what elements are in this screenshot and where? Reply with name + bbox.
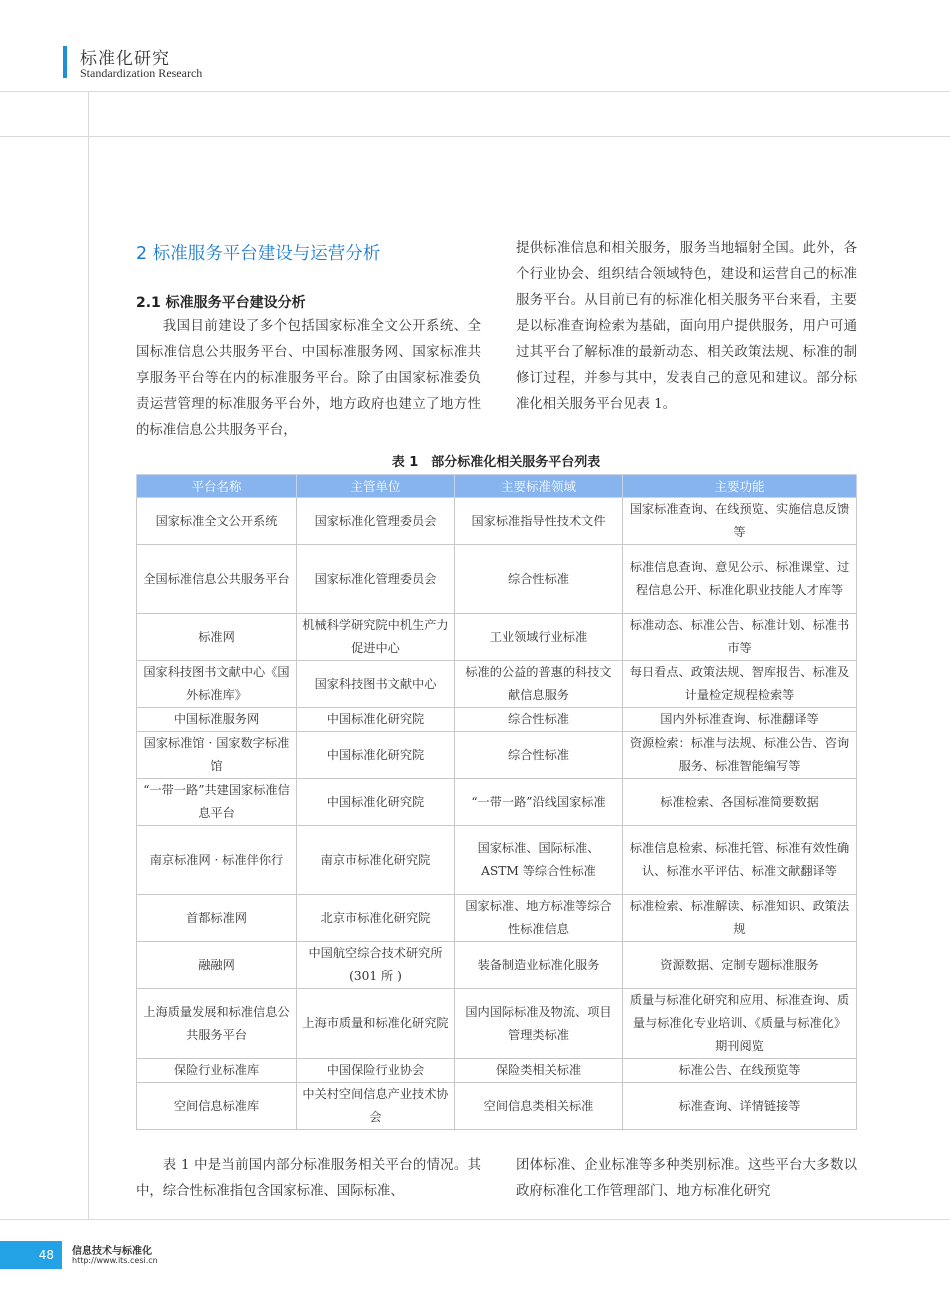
table-cell: 中国标准化研究院 [297,708,455,732]
table-row [137,498,857,545]
journal-name: 信息技术与标准化 [72,1246,152,1257]
table-cell: 机械科学研究院中机生产力促进中心 [297,614,455,661]
column-header: 主管单位 [297,475,455,498]
table-row [137,614,857,661]
table-cell: 融融网 [137,942,297,989]
table-cell: 上海市质量和标准化研究院 [297,989,455,1059]
table-cell: 标准信息查询、意见公示、标准课堂、过程信息公开、标准化职业技能人才库等 [623,545,857,614]
right-column-text [516,236,857,418]
table-cell: 南京标准网 · 标准伴你行 [137,826,297,895]
table-cell: 中国航空综合技术研究所 (301 所 ) [297,942,455,989]
table-cell: 保险类相关标准 [455,1059,623,1083]
table-cell: 标准检索、各国标准简要数据 [623,779,857,826]
table-row [137,661,857,708]
paragraph: 表 1 中是当前国内部分标准服务相关平台的情况。其中，综合性标准指包含国家标准、国际标准、 [136,1158,481,1199]
table-cell: 保险行业标准库 [137,1059,297,1083]
platform-table [136,474,857,1130]
page-number: 48 [38,1248,54,1262]
page-number-tab [0,1241,62,1269]
table-cell: 标准动态、标准公告、标准计划、标准书市等 [623,614,857,661]
table-body [137,498,857,1130]
footer-rule [0,1219,950,1220]
table-header-row [137,475,857,498]
table-row [137,545,857,614]
table-cell: 中关村空间信息产业技术协会 [297,1083,455,1130]
table-cell: 中国标准服务网 [137,708,297,732]
table-row [137,942,857,989]
table-row [137,1059,857,1083]
table-row [137,732,857,779]
table-cell: 综合性标准 [455,545,623,614]
table-cell: 国家标准查询、在线预览、实施信息反馈等 [623,498,857,545]
table-cell: 国家标准馆 · 国家数字标准馆 [137,732,297,779]
table-cell: 工业领域行业标准 [455,614,623,661]
table-row [137,708,857,732]
table-cell: 资源数据、定制专题标准服务 [623,942,857,989]
table-cell: 国家标准指导性技术文件 [455,498,623,545]
table-cell: 标准网 [137,614,297,661]
paragraph: 团体标准、企业标准等多种类别标准。这些平台大多数以政府标准化工作管理部门、地方标准化研究 [516,1158,857,1199]
table-cell: 装备制造业标准化服务 [455,942,623,989]
table-row [137,989,857,1059]
table-cell: 全国标准信息公共服务平台 [137,545,297,614]
table-cell: 北京市标准化研究院 [297,895,455,942]
header-accent-bar [63,46,67,78]
table-cell: 国家标准化管理委员会 [297,498,455,545]
header-rule-2 [0,136,950,137]
table-cell: 国内国际标准及物流、项目管理类标准 [455,989,623,1059]
journal-section-title: 标准化研究 [80,49,170,69]
section-heading: 2 标准服务平台建设与运营分析 [136,244,381,264]
table-cell: “一带一路”共建国家标准信息平台 [137,779,297,826]
bottom-left-text [136,1153,481,1205]
table-cell: 中国标准化研究院 [297,732,455,779]
journal-url: http://www.its.cesi.cn [72,1256,158,1265]
table-cell: 每日看点、政策法规、智库报告、标准及计量检定规程检索等 [623,661,857,708]
table-row [137,779,857,826]
table-cell: 中国保险行业协会 [297,1059,455,1083]
margin-rule [88,91,89,1219]
header-rule [0,91,950,92]
subsection-heading: 2.1 标准服务平台建设分析 [136,295,306,311]
bottom-right-text [516,1153,857,1205]
table-cell: 上海质量发展和标准信息公共服务平台 [137,989,297,1059]
table-row [137,826,857,895]
column-header: 主要标准领域 [455,475,623,498]
column-header: 主要功能 [623,475,857,498]
paragraph: 提供标准信息和相关服务，服务当地辐射全国。此外，各个行业协会、组织结合领域特色，建设和运营自己的标准服务平台。从目前已有的标准化相关服务平台来看，主要是以标准查询检索为基础，面向用户提供服务，用户可通过其平台了解标准的最新动态、相关政策法规、标准的制修订过程，并参与其中，发表自己的意见和建议。部分标准化相关服务平台见表 1。 [516,241,857,412]
table-cell: 标准信息检索、标准托管、标准有效性确认、标准水平评估、标准文献翻译等 [623,826,857,895]
table-cell: 资源检索：标准与法规、标准公告、咨询服务、标准智能编写等 [623,732,857,779]
table-cell: 中国标准化研究院 [297,779,455,826]
table-cell: 标准公告、在线预览等 [623,1059,857,1083]
journal-section-title-en: Standardization Research [80,66,203,80]
table-cell: 空间信息类相关标准 [455,1083,623,1130]
table-cell: 标准的公益的普惠的科技文献信息服务 [455,661,623,708]
table-row [137,895,857,942]
table-cell: 首都标准网 [137,895,297,942]
table-row [137,1083,857,1130]
table-cell: 综合性标准 [455,732,623,779]
table-cell: 标准检索、标准解读、标准知识、政策法规 [623,895,857,942]
table-cell: “一带一路”沿线国家标准 [455,779,623,826]
table-cell: 国家科技图书文献中心 [297,661,455,708]
table-cell: 综合性标准 [455,708,623,732]
table-cell: 国家标准化管理委员会 [297,545,455,614]
paragraph: 我国目前建设了多个包括国家标准全文公开系统、全国标准信息公共服务平台、中国标准服务网、国家标准共享服务平台等在内的标准服务平台。除了由国家标准委负责运营管理的标准服务平台外，地方政府也建立了地方性的标准信息公共服务平台， [136,319,481,438]
table-caption: 表 1 部分标准化相关服务平台列表 [391,455,601,470]
table-cell: 空间信息标准库 [137,1083,297,1130]
table-cell: 南京市标准化研究院 [297,826,455,895]
table-cell: 国家标准全文公开系统 [137,498,297,545]
column-header: 平台名称 [137,475,297,498]
table-cell: 国家标准、国际标准、ASTM 等综合性标准 [455,826,623,895]
table-cell: 国内外标准查询、标准翻译等 [623,708,857,732]
table-cell: 国家标准、地方标准等综合性标准信息 [455,895,623,942]
table-cell: 标准查询、详情链接等 [623,1083,857,1130]
table-cell: 质量与标准化研究和应用、标准查询、质量与标准化专业培训、《质量与标准化》期刊阅览 [623,989,857,1059]
left-column-text [136,314,481,444]
table-cell: 国家科技图书文献中心《国外标准库》 [137,661,297,708]
